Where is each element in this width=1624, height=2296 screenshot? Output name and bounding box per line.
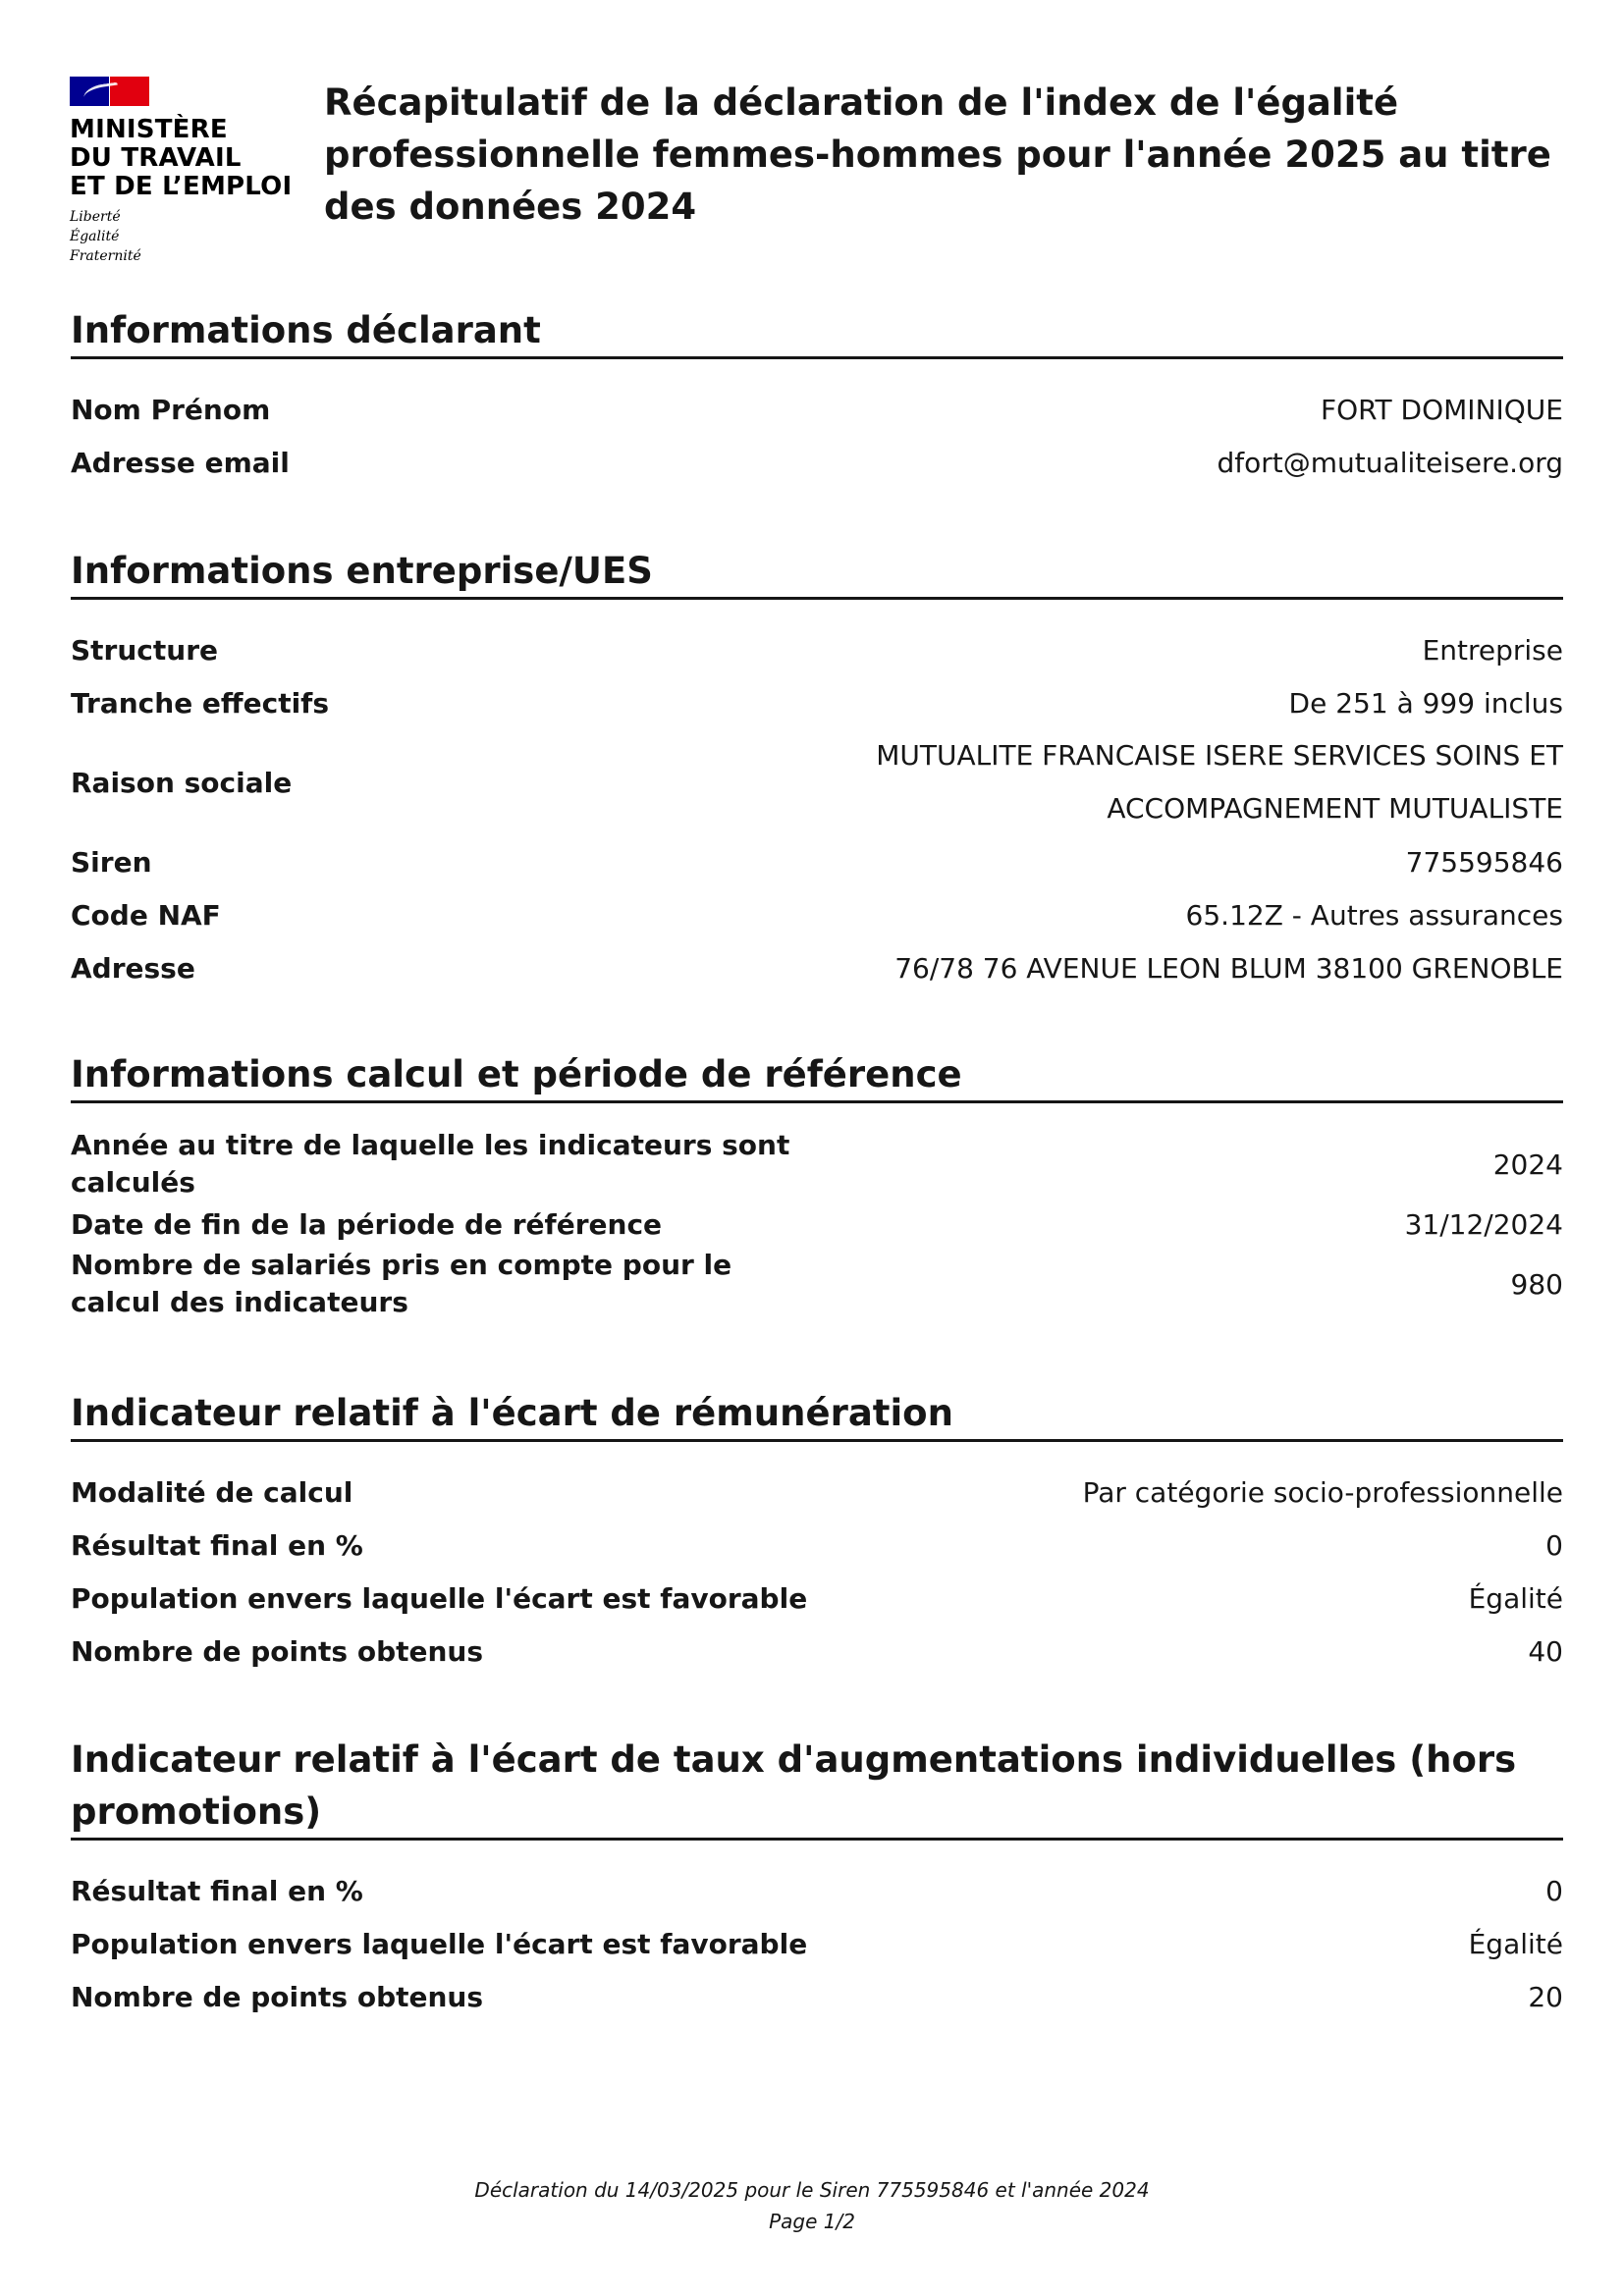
row-label: Année au titre de laquelle les indicateurs sont calculés [71, 1129, 790, 1199]
info-row [71, 1201, 1563, 1247]
info-row [71, 1864, 1563, 1917]
motto-line: Liberté [70, 209, 121, 225]
ministry-line: MINISTÈRE [70, 115, 228, 144]
row-label: Date de fin de la période de référence [71, 1207, 663, 1241]
row-value: 0 [1545, 1528, 1563, 1562]
row-value: Égalité [1468, 1927, 1563, 1960]
row-label: Raison sociale [71, 766, 293, 799]
info-row [71, 676, 1563, 729]
republic-motto [70, 207, 305, 266]
row-label: Population envers laquelle l'écart est favorable [71, 1581, 808, 1615]
motto-line: Égalité [70, 229, 120, 244]
section-entreprise [71, 545, 1563, 994]
row-label: Nombre de points obtenus [71, 1634, 484, 1668]
info-row [71, 1917, 1563, 1970]
row-label: Modalité de calcul [71, 1475, 353, 1509]
info-row [71, 436, 1563, 489]
row-label: Nom Prénom [71, 393, 271, 426]
row-label: Nombre de points obtenus [71, 1980, 484, 2013]
info-row [71, 1466, 1563, 1519]
row-value: MUTUALITE FRANCAISE ISERE SERVICES SOINS ET ACCOMPAGNEMENT MUTUALISTE [876, 739, 1563, 825]
row-label: Tranche effectifs [71, 686, 330, 720]
motto-line: Fraternité [70, 248, 141, 264]
row-label: Résultat final en % [71, 1528, 363, 1562]
info-row [71, 835, 1563, 888]
info-row [71, 1519, 1563, 1572]
page-number: Page 1/2 [769, 2210, 855, 2233]
ministry-line: DU TRAVAIL [70, 143, 242, 173]
row-value: dfort@mutualiteisere.org [1217, 446, 1563, 479]
row-value: 31/12/2024 [1404, 1207, 1563, 1241]
row-value: 76/78 76 AVENUE LEON BLUM 38100 GRENOBLE [894, 951, 1563, 985]
row-label: Résultat final en % [71, 1874, 363, 1907]
row-label: Adresse email [71, 446, 290, 479]
row-value: 2024 [1492, 1148, 1563, 1181]
ministry-name [70, 116, 305, 201]
document-title: Récapitulatif de la déclaration de l'index de l'égalité professionnelle femmes-hommes pour l'année 2025 au titre des données 2024 [324, 81, 1551, 228]
section-title: Informations entreprise/UES [71, 545, 1563, 600]
row-value: De 251 à 999 inclus [1288, 686, 1563, 720]
info-row [71, 1127, 1563, 1201]
info-row [71, 1625, 1563, 1678]
row-label: Population envers laquelle l'écart est favorable [71, 1927, 808, 1960]
row-value: 40 [1528, 1634, 1563, 1668]
info-row [71, 941, 1563, 994]
page-footer [0, 2174, 1624, 2237]
info-row [71, 729, 1563, 835]
row-value: 980 [1510, 1267, 1563, 1301]
info-row [71, 1247, 1563, 1321]
section-remuneration [71, 1387, 1563, 1678]
ministry-line: ET DE L’EMPLOI [70, 172, 293, 201]
section-augmentations [71, 1734, 1563, 2023]
info-row [71, 623, 1563, 676]
row-label: Code NAF [71, 898, 221, 932]
info-row [71, 888, 1563, 941]
marianne-flag-icon [70, 77, 149, 106]
row-label: Nombre de salariés pris en compte pour le calcul des indicateurs [71, 1249, 732, 1318]
declaration-footnote: Déclaration du 14/03/2025 pour le Siren 775595846 et l'année 2024 [474, 2178, 1150, 2202]
row-value: Égalité [1468, 1581, 1563, 1615]
row-value: Par catégorie socio-professionnelle [1082, 1475, 1563, 1509]
info-row [71, 1970, 1563, 2023]
row-label: Siren [71, 845, 152, 879]
section-title: Indicateur relatif à l'écart de rémunération [71, 1387, 1563, 1442]
ministry-logo [70, 77, 305, 266]
row-value: FORT DOMINIQUE [1320, 393, 1563, 426]
section-title: Informations déclarant [71, 304, 1563, 359]
info-row [71, 1572, 1563, 1625]
row-value: 65.12Z - Autres assurances [1185, 898, 1563, 932]
section-calcul [71, 1048, 1563, 1321]
row-value: 775595846 [1405, 845, 1563, 879]
section-title: Indicateur relatif à l'écart de taux d'augmentations individuelles (hors promotions) [71, 1734, 1563, 1841]
info-row [71, 383, 1563, 436]
row-value: 0 [1545, 1874, 1563, 1907]
row-label: Structure [71, 633, 219, 667]
row-value: Entreprise [1422, 633, 1563, 667]
row-label: Adresse [71, 951, 195, 985]
row-value: 20 [1528, 1980, 1563, 2013]
section-declarant [71, 304, 1563, 489]
section-title: Informations calcul et période de référence [71, 1048, 1563, 1103]
